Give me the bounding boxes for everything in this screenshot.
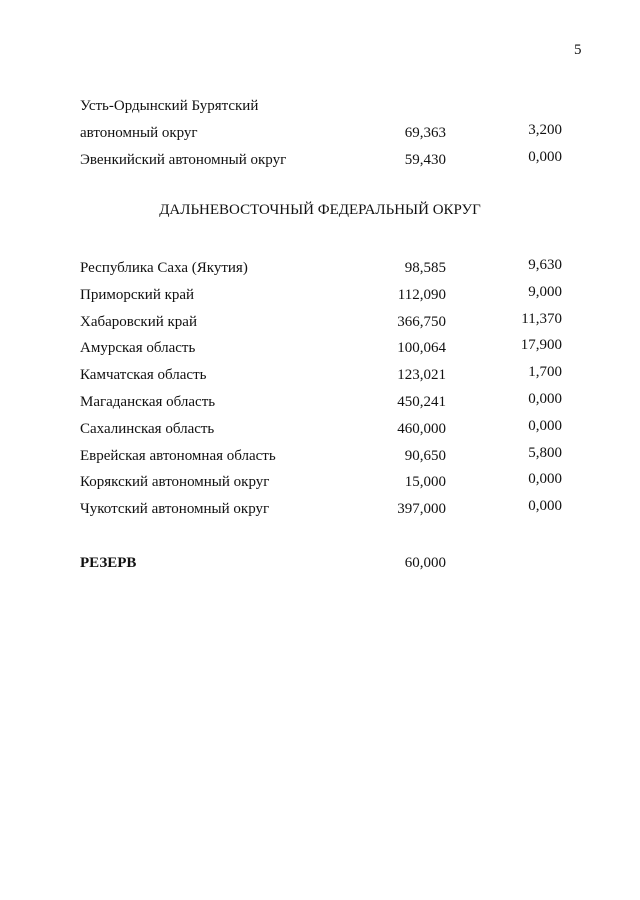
- value-column-1: 397,000: [397, 501, 446, 518]
- value-column-2: 11,370: [521, 310, 562, 327]
- value-column-2: 9,000: [528, 283, 562, 300]
- table-row: [80, 285, 570, 305]
- reserve-value: 60,000: [404, 555, 446, 571]
- section-title: [0, 202, 640, 219]
- reserve-row: [80, 553, 570, 573]
- value-column-2: 9,630: [528, 257, 562, 273]
- region-name: Чукотский автономный округ: [80, 501, 270, 518]
- region-name: Еврейская автономная область: [80, 447, 276, 464]
- section-title-text: ДАЛЬНЕВОСТОЧНЫЙ ФЕДЕРАЛЬНЫЙ ОКРУГ: [159, 202, 481, 218]
- region-name: Хабаровский край: [80, 313, 197, 330]
- value-column-2: 1,700: [528, 364, 562, 381]
- value-column-1: 366,750: [397, 313, 446, 330]
- value-column-1: 69,363: [404, 125, 446, 141]
- region-name: Эвенкийский автономный округ: [80, 152, 287, 168]
- region-name: автономный округ: [80, 125, 198, 141]
- value-column-1: 123,021: [397, 367, 446, 384]
- table-row: [80, 365, 570, 385]
- table-row-name-line: [80, 96, 570, 116]
- value-column-2: 0,000: [528, 391, 562, 407]
- value-column-2: 17,900: [520, 337, 562, 354]
- value-column-2: 0,000: [528, 149, 562, 165]
- region-name: Приморский край: [80, 286, 195, 303]
- value-column-2: 0,000: [528, 498, 562, 515]
- value-column-2: 0,000: [528, 471, 562, 488]
- value-column-1: 59,430: [404, 152, 446, 168]
- page-number: 5: [574, 42, 582, 58]
- value-column-1: 98,585: [404, 260, 446, 276]
- value-column-1: 15,000: [404, 474, 446, 491]
- value-column-2: 5,800: [528, 444, 562, 461]
- table-row: [80, 419, 570, 439]
- region-name: Магаданская область: [80, 394, 216, 410]
- value-column-1: 112,090: [397, 286, 446, 303]
- table-row: [80, 150, 570, 170]
- value-column-1: 450,241: [397, 394, 446, 410]
- region-name: Камчатская область: [80, 367, 207, 384]
- table-row: [80, 258, 570, 278]
- table-row: [80, 338, 570, 358]
- reserve-label: РЕЗЕРВ: [80, 555, 137, 571]
- value-column-1: 460,000: [397, 420, 446, 437]
- value-column-2: 3,200: [528, 122, 562, 138]
- region-name-line1: Усть-Ордынский Бурятский: [80, 98, 259, 114]
- table-row: [80, 472, 570, 492]
- region-name: Корякский автономный округ: [80, 474, 270, 491]
- value-column-1: 90,650: [404, 447, 446, 464]
- region-name: Амурская область: [80, 340, 196, 357]
- table-row: [80, 392, 570, 412]
- value-column-2: 0,000: [528, 417, 562, 434]
- table-row: [80, 446, 570, 466]
- table-row: [80, 499, 570, 519]
- value-column-1: 100,064: [397, 340, 446, 357]
- table-row: [80, 312, 570, 332]
- region-name: Сахалинская область: [80, 420, 215, 437]
- table-row: [80, 123, 570, 143]
- region-name: Республика Саха (Якутия): [80, 260, 248, 276]
